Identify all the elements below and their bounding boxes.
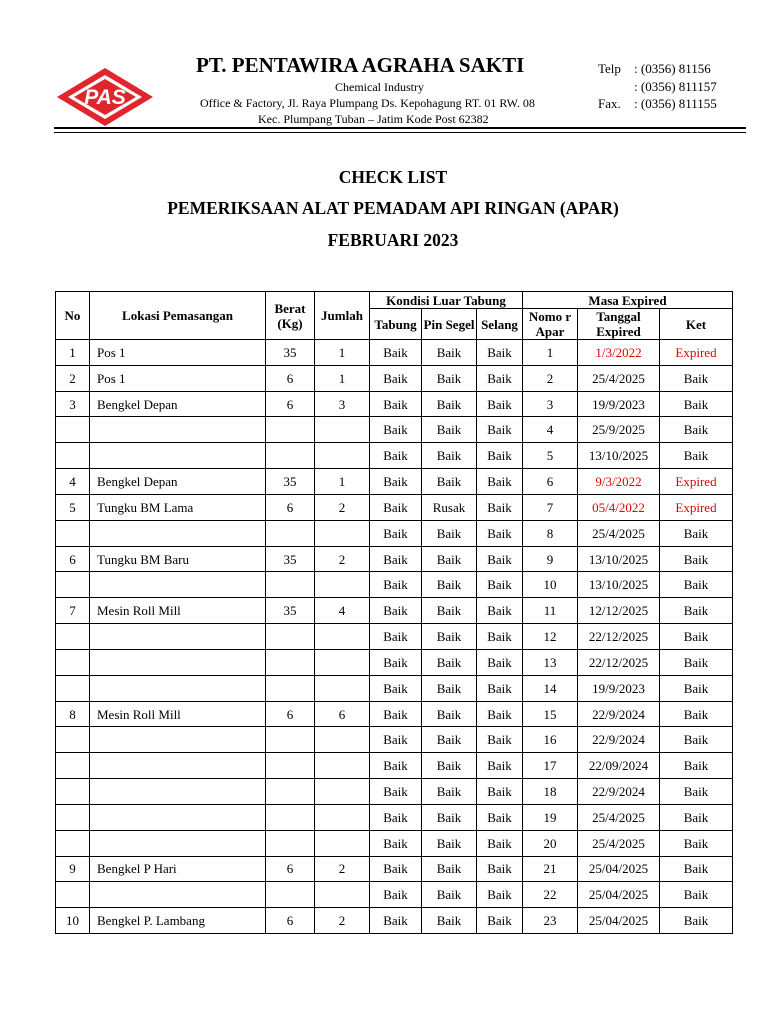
cell-ket: Baik [660,856,733,882]
cell-selang: Baik [477,779,523,805]
cell-no [56,753,90,779]
table-row [56,779,733,805]
cell-nomor-apar: 1 [523,340,578,366]
header-rule-thick [54,127,746,129]
header-ket: Ket [660,309,733,340]
cell-tabung: Baik [370,598,422,624]
table-row [56,340,733,366]
cell-pin-segel: Baik [422,753,477,779]
cell-selang: Baik [477,649,523,675]
cell-tabung: Baik [370,701,422,727]
cell-pin-segel: Baik [422,340,477,366]
document-subtitle: PEMERIKSAAN ALAT PEMADAM API RINGAN (APAR) [167,198,619,218]
cell-nomor-apar: 9 [523,546,578,572]
cell-lokasi [90,443,266,469]
cell-berat: 6 [266,365,315,391]
cell-tanggal-expired: 25/04/2025 [578,908,660,934]
cell-berat [266,882,315,908]
cell-jumlah: 1 [315,469,370,495]
cell-tabung: Baik [370,494,422,520]
cell-berat [266,804,315,830]
cell-tanggal-expired: 25/4/2025 [578,804,660,830]
cell-selang: Baik [477,727,523,753]
cell-tanggal-expired: 12/12/2025 [578,598,660,624]
cell-pin-segel: Baik [422,882,477,908]
cell-lokasi [90,804,266,830]
cell-tabung: Baik [370,443,422,469]
cell-tabung: Baik [370,649,422,675]
cell-tabung: Baik [370,624,422,650]
cell-lokasi: Mesin Roll Mill [90,701,266,727]
cell-jumlah: 6 [315,701,370,727]
header-pin-segel: Pin Segel [422,309,477,340]
table-row [56,546,733,572]
address-line-1: Office & Factory, Jl. Raya Plumpang Ds. Kepohagung RT. 01 RW. 08 [200,96,535,110]
cell-jumlah [315,830,370,856]
cell-selang: Baik [477,365,523,391]
cell-jumlah: 3 [315,391,370,417]
document-period: FEBRUARI 2023 [327,230,459,250]
document-title: CHECK LIST [338,167,448,187]
cell-tanggal-expired: 19/9/2023 [578,391,660,417]
cell-berat [266,753,315,779]
cell-selang: Baik [477,856,523,882]
cell-berat: 6 [266,701,315,727]
cell-ket: Baik [660,882,733,908]
cell-pin-segel: Rusak [422,494,477,520]
table-row [56,649,733,675]
cell-berat: 6 [266,494,315,520]
header-nomor-apar: Nomo r Apar [523,309,578,340]
header-tanggal: Tanggal Expired [578,309,660,340]
cell-berat [266,830,315,856]
table-row [56,753,733,779]
cell-no [56,779,90,805]
table-row [56,520,733,546]
cell-berat [266,727,315,753]
cell-berat: 6 [266,908,315,934]
cell-selang: Baik [477,830,523,856]
cell-tabung: Baik [370,417,422,443]
cell-jumlah [315,779,370,805]
table-row [56,598,733,624]
cell-lokasi [90,520,266,546]
contact-phone-1 [598,60,717,78]
cell-nomor-apar: 6 [523,469,578,495]
cell-tanggal-expired: 13/10/2025 [578,443,660,469]
cell-jumlah [315,882,370,908]
cell-jumlah [315,804,370,830]
cell-tabung: Baik [370,882,422,908]
cell-nomor-apar: 19 [523,804,578,830]
cell-pin-segel: Baik [422,469,477,495]
cell-jumlah [315,443,370,469]
contact-value: : (0356) 81156 [634,61,711,76]
cell-tanggal-expired: 22/12/2025 [578,624,660,650]
contact-fax [598,95,717,113]
cell-berat [266,624,315,650]
cell-lokasi [90,882,266,908]
cell-no [56,727,90,753]
cell-jumlah [315,572,370,598]
table-row [56,675,733,701]
contact-label: Fax. [598,96,621,111]
contact-phone-2 [598,78,717,96]
cell-pin-segel: Baik [422,417,477,443]
cell-ket: Baik [660,753,733,779]
address-line-2: Kec. Plumpang Tuban – Jatim Kode Post 62382 [258,112,489,126]
checklist-table [55,291,733,934]
cell-jumlah: 1 [315,365,370,391]
cell-berat: 6 [266,856,315,882]
cell-tabung: Baik [370,469,422,495]
cell-ket: Baik [660,546,733,572]
cell-lokasi [90,417,266,443]
cell-ket: Baik [660,443,733,469]
cell-pin-segel: Baik [422,856,477,882]
cell-tabung: Baik [370,830,422,856]
cell-jumlah: 1 [315,340,370,366]
cell-nomor-apar: 10 [523,572,578,598]
cell-lokasi: Tungku BM Lama [90,494,266,520]
cell-ket: Baik [660,417,733,443]
cell-tabung: Baik [370,546,422,572]
cell-pin-segel: Baik [422,804,477,830]
contact-block [598,60,717,113]
cell-ket: Baik [660,804,733,830]
cell-berat: 35 [266,469,315,495]
cell-selang: Baik [477,546,523,572]
cell-jumlah [315,727,370,753]
cell-berat [266,779,315,805]
cell-tabung: Baik [370,804,422,830]
cell-tanggal-expired: 9/3/2022 [578,469,660,495]
cell-ket: Baik [660,830,733,856]
cell-pin-segel: Baik [422,598,477,624]
cell-nomor-apar: 7 [523,494,578,520]
table-row [56,830,733,856]
logo-text: PAS [84,86,126,109]
cell-berat [266,675,315,701]
cell-lokasi [90,572,266,598]
table-row [56,494,733,520]
cell-no: 9 [56,856,90,882]
cell-ket: Baik [660,701,733,727]
cell-ket: Expired [660,469,733,495]
table-row [56,882,733,908]
cell-no [56,804,90,830]
cell-nomor-apar: 4 [523,417,578,443]
cell-lokasi [90,727,266,753]
cell-no: 10 [56,908,90,934]
header-tabung: Tabung [370,309,422,340]
header-kondisi-group: Kondisi Luar Tabung [370,292,523,309]
cell-nomor-apar: 17 [523,753,578,779]
cell-selang: Baik [477,908,523,934]
cell-pin-segel: Baik [422,391,477,417]
cell-no [56,675,90,701]
header-selang: Selang [477,309,523,340]
table-row [56,391,733,417]
cell-selang: Baik [477,753,523,779]
cell-berat: 35 [266,546,315,572]
cell-ket: Baik [660,391,733,417]
cell-selang: Baik [477,701,523,727]
contact-label: Telp [598,61,621,76]
cell-berat: 35 [266,598,315,624]
cell-selang: Baik [477,443,523,469]
cell-lokasi [90,624,266,650]
cell-pin-segel: Baik [422,701,477,727]
cell-berat [266,649,315,675]
cell-tabung: Baik [370,856,422,882]
cell-ket: Baik [660,624,733,650]
cell-selang: Baik [477,598,523,624]
cell-jumlah [315,675,370,701]
cell-tanggal-expired: 22/09/2024 [578,753,660,779]
cell-no [56,649,90,675]
cell-no: 7 [56,598,90,624]
cell-lokasi [90,830,266,856]
cell-nomor-apar: 12 [523,624,578,650]
cell-nomor-apar: 3 [523,391,578,417]
cell-jumlah [315,649,370,675]
cell-no: 1 [56,340,90,366]
cell-jumlah [315,624,370,650]
cell-lokasi [90,649,266,675]
table-row [56,908,733,934]
table-header [56,292,733,340]
cell-tabung: Baik [370,675,422,701]
cell-lokasi: Pos 1 [90,340,266,366]
table-row [56,469,733,495]
table-row [56,804,733,830]
cell-ket: Baik [660,675,733,701]
cell-berat: 6 [266,391,315,417]
cell-lokasi: Tungku BM Baru [90,546,266,572]
cell-lokasi: Mesin Roll Mill [90,598,266,624]
table-row [56,624,733,650]
cell-tanggal-expired: 22/9/2024 [578,727,660,753]
cell-ket: Baik [660,365,733,391]
cell-pin-segel: Baik [422,675,477,701]
cell-nomor-apar: 21 [523,856,578,882]
cell-nomor-apar: 18 [523,779,578,805]
cell-nomor-apar: 20 [523,830,578,856]
cell-pin-segel: Baik [422,649,477,675]
cell-selang: Baik [477,417,523,443]
cell-tabung: Baik [370,391,422,417]
table-row [56,443,733,469]
cell-ket: Baik [660,727,733,753]
cell-tabung: Baik [370,779,422,805]
cell-no: 3 [56,391,90,417]
cell-selang: Baik [477,882,523,908]
company-name: PT. PENTAWIRA AGRAHA SAKTI [196,53,525,77]
cell-tanggal-expired: 1/3/2022 [578,340,660,366]
cell-jumlah [315,753,370,779]
cell-nomor-apar: 15 [523,701,578,727]
cell-jumlah: 2 [315,546,370,572]
cell-jumlah: 4 [315,598,370,624]
cell-pin-segel: Baik [422,365,477,391]
cell-berat: 35 [266,340,315,366]
cell-tanggal-expired: 22/9/2024 [578,779,660,805]
cell-tabung: Baik [370,908,422,934]
header-jumlah: Jumlah [315,292,370,340]
cell-lokasi [90,675,266,701]
cell-pin-segel: Baik [422,727,477,753]
cell-pin-segel: Baik [422,546,477,572]
cell-tabung: Baik [370,365,422,391]
cell-selang: Baik [477,624,523,650]
cell-ket: Baik [660,779,733,805]
header-lokasi: Lokasi Pemasangan [90,292,266,340]
cell-tanggal-expired: 25/4/2025 [578,520,660,546]
cell-tabung: Baik [370,753,422,779]
cell-no [56,624,90,650]
cell-tanggal-expired: 19/9/2023 [578,675,660,701]
cell-nomor-apar: 8 [523,520,578,546]
cell-ket: Baik [660,598,733,624]
company-logo [54,64,156,130]
cell-selang: Baik [477,572,523,598]
cell-no [56,830,90,856]
cell-lokasi: Bengkel Depan [90,391,266,417]
cell-no: 4 [56,469,90,495]
table-row [56,572,733,598]
cell-pin-segel: Baik [422,443,477,469]
contact-value: : (0356) 811157 [634,78,717,94]
header-no: No [56,292,90,340]
cell-pin-segel: Baik [422,520,477,546]
cell-tabung: Baik [370,727,422,753]
contact-label [598,78,634,96]
header-masa-group: Masa Expired [523,292,733,309]
table-row [56,856,733,882]
cell-tanggal-expired: 25/9/2025 [578,417,660,443]
cell-pin-segel: Baik [422,908,477,934]
cell-tabung: Baik [370,520,422,546]
cell-ket: Expired [660,494,733,520]
cell-no [56,417,90,443]
cell-no [56,882,90,908]
cell-no: 2 [56,365,90,391]
cell-selang: Baik [477,804,523,830]
cell-lokasi [90,779,266,805]
cell-berat [266,443,315,469]
cell-selang: Baik [477,340,523,366]
cell-pin-segel: Baik [422,779,477,805]
cell-ket: Baik [660,649,733,675]
cell-ket: Baik [660,520,733,546]
cell-tabung: Baik [370,572,422,598]
cell-berat [266,417,315,443]
cell-nomor-apar: 2 [523,365,578,391]
cell-no: 8 [56,701,90,727]
cell-ket: Baik [660,572,733,598]
company-subtitle: Chemical Industry [335,80,424,94]
cell-pin-segel: Baik [422,624,477,650]
cell-berat [266,520,315,546]
cell-no: 5 [56,494,90,520]
cell-selang: Baik [477,494,523,520]
table-row [56,727,733,753]
table-row [56,701,733,727]
cell-tanggal-expired: 22/9/2024 [578,701,660,727]
cell-tanggal-expired: 22/12/2025 [578,649,660,675]
cell-lokasi: Pos 1 [90,365,266,391]
cell-tabung: Baik [370,340,422,366]
cell-nomor-apar: 13 [523,649,578,675]
header-rule-thin [54,132,746,133]
cell-lokasi: Bengkel Depan [90,469,266,495]
cell-nomor-apar: 22 [523,882,578,908]
cell-ket: Expired [660,340,733,366]
cell-nomor-apar: 14 [523,675,578,701]
cell-tanggal-expired: 25/04/2025 [578,882,660,908]
table-body [56,340,733,934]
cell-lokasi: Bengkel P Hari [90,856,266,882]
cell-pin-segel: Baik [422,572,477,598]
cell-tanggal-expired: 25/4/2025 [578,830,660,856]
cell-nomor-apar: 11 [523,598,578,624]
cell-no: 6 [56,546,90,572]
cell-selang: Baik [477,675,523,701]
cell-jumlah [315,417,370,443]
cell-tanggal-expired: 13/10/2025 [578,546,660,572]
contact-value: : (0356) 811155 [634,96,717,111]
cell-ket: Baik [660,908,733,934]
table-row [56,365,733,391]
cell-nomor-apar: 23 [523,908,578,934]
cell-berat [266,572,315,598]
header-berat: Berat (Kg) [266,292,315,340]
cell-lokasi [90,753,266,779]
cell-selang: Baik [477,469,523,495]
cell-pin-segel: Baik [422,830,477,856]
cell-nomor-apar: 5 [523,443,578,469]
cell-jumlah: 2 [315,908,370,934]
cell-jumlah [315,520,370,546]
cell-selang: Baik [477,520,523,546]
cell-no [56,443,90,469]
cell-jumlah: 2 [315,494,370,520]
cell-tanggal-expired: 25/04/2025 [578,856,660,882]
cell-tanggal-expired: 05/4/2022 [578,494,660,520]
cell-selang: Baik [477,391,523,417]
cell-no [56,572,90,598]
cell-tanggal-expired: 25/4/2025 [578,365,660,391]
table-row [56,417,733,443]
cell-nomor-apar: 16 [523,727,578,753]
cell-lokasi: Bengkel P. Lambang [90,908,266,934]
cell-jumlah: 2 [315,856,370,882]
cell-tanggal-expired: 13/10/2025 [578,572,660,598]
cell-no [56,520,90,546]
